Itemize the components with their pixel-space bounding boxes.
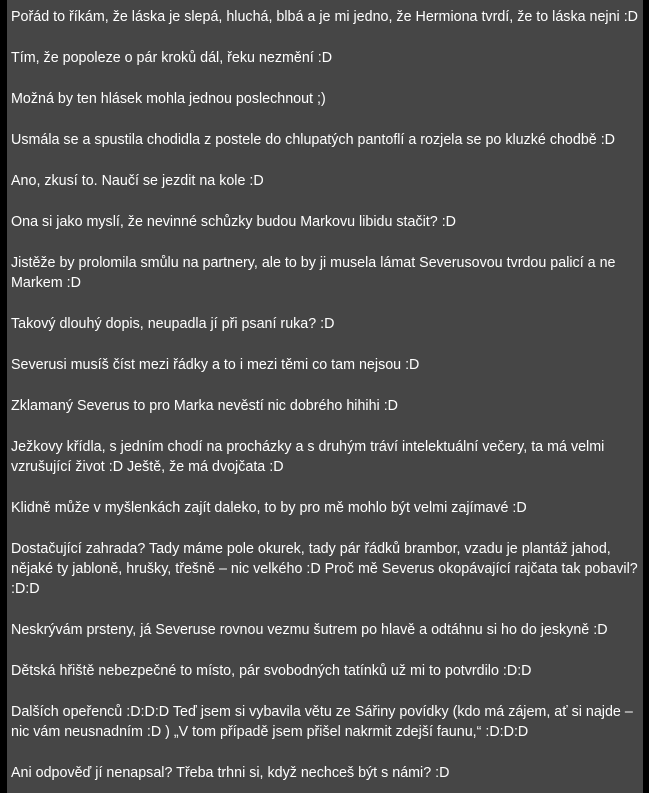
comment-text: Klidně může v myšlenkách zajít daleko, to by pro mě mohlo být velmi zajímavé :D <box>11 500 527 516</box>
comment-text: Dětská hřiště nebezpečné to místo, pár svobodných tatínků už mi to potvrdilo :D:D <box>11 663 532 679</box>
comment-text: Dostačující zahrada? Tady máme pole okurek, tady pár řádků brambor, vzadu je plantáž jahod, nějaké ty jabloně, hrušky, třešně – nic velkého :D Proč mě Severus okopávající rajčata tak pobavil? :D:D <box>11 541 638 597</box>
comment-text: Zklamaný Severus to pro Marka nevěstí nic dobrého hihihi :D <box>11 398 398 414</box>
comment-text: Takový dlouhý dopis, neupadla jí při psaní ruka? :D <box>11 316 335 332</box>
comment-text: Ani odpověď jí nenapsal? Třeba trhni si, když nechceš být s námi? :D <box>11 765 450 781</box>
comment-text: Jistěže by prolomila smůlu na partnery, ale to by ji musela lámat Severusovou tvrdou palicí a ne Markem :D <box>11 255 616 291</box>
comment-text: Možná by ten hlásek mohla jednou poslechnout ;) <box>11 91 326 107</box>
comment-text: Tím, že popoleze o pár kroků dál, řeku nezmění :D <box>11 50 333 66</box>
comment-text: Pořád to říkám, že láska je slepá, hluchá, blbá a je mi jedno, že Hermiona tvrdí, že to láska nejni :D <box>11 9 638 25</box>
comment-text: Ježkovy křídla, s jedním chodí na procházky a s druhým tráví intelektuální večery, ta má velmi vzrušující život :D Ještě, že má dvojčata :D <box>11 439 605 475</box>
comment-text: Ona si jako myslí, že nevinné schůzky budou Markovu libidu stačit? :D <box>11 214 456 230</box>
comment-text: Severusi musíš číst mezi řádky a to i mezi těmi co tam nejsou :D <box>11 357 420 373</box>
comment-text: Ano, zkusí to. Naučí se jezdit na kole :D <box>11 173 264 189</box>
comment-text: Dalších opeřenců :D:D:D Teď jsem si vybavila větu ze Sářiny povídky (kdo má zájem, ať si najde – nic vám neusnadním :D ) „V tom případě jsem přišel nakrmit zdejší faunu,“ :D:D:D <box>11 704 633 740</box>
comment-text: Usmála se a spustila chodidla z postele do chlupatých pantoflí a rozjela se po kluzké chodbě :D <box>11 132 615 148</box>
comment-text: Neskrývám prsteny, já Severuse rovnou vezmu šutrem po hlavě a odtáhnu si ho do jeskyně :D <box>11 622 608 638</box>
comments-panel <box>7 0 643 793</box>
